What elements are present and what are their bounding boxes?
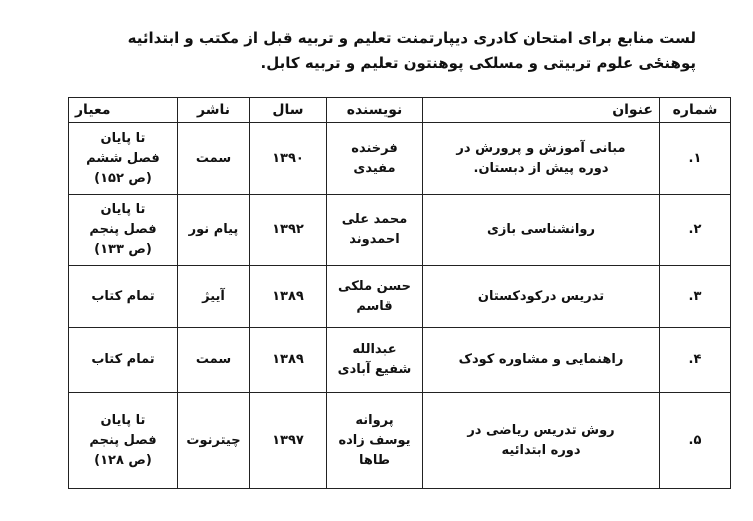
row-criterion [69,393,178,489]
row-year: ۱۳۹۷ [250,393,327,489]
row-number: ۵. [660,393,731,489]
row-author [327,328,423,393]
row-criterion-line: تا پایان [100,130,146,146]
table-header-row [69,98,731,123]
row-author-line: حسن ملکی [338,278,411,294]
header-publisher: ناشر [178,98,250,123]
row-author-line: شفیع آبادی [337,362,412,377]
row-publisher: چیترنوت [178,393,250,489]
row-criterion-line: (ص ۱۳۳) [94,242,152,257]
row-author-line: مفیدی [353,160,396,176]
row-year: ۱۳۹۲ [250,195,327,266]
row-title [423,195,660,266]
row-author-line: محمد علی [341,212,408,227]
row-number: ۱. [660,123,731,195]
row-criterion-line: تمام کتاب [91,352,155,367]
table-row [69,328,731,393]
table-row [69,393,731,489]
row-criterion-line: (ص ۱۲۸) [94,452,152,468]
row-title [423,123,660,195]
row-author [327,393,423,489]
row-criterion-line: (ص ۱۵۲) [94,170,152,186]
row-criterion [69,195,178,266]
row-number: ۴. [660,328,731,393]
document-heading [60,26,696,76]
row-criterion-line: تا پایان [100,412,146,428]
row-criterion-line: فصل پنجم [89,222,157,237]
heading-line-2: پوهنځی علوم تربیتی و مسلکی پوهنتون تعلیم و تربیه کابل. [260,54,696,72]
header-author: نویسنده [327,98,423,123]
row-criterion-line: فصل پنجم [89,432,157,448]
row-criterion [69,123,178,195]
row-author-line: یوسف زاده [338,432,411,448]
row-year: ۱۳۹۰ [250,123,327,195]
row-title-line: راهنمایی و مشاوره کودک [458,352,624,367]
row-author-line: قاسم [356,298,393,314]
header-title: عنوان [423,98,660,123]
table-row [69,195,731,266]
row-title-line: تدریس درکودکستان [477,288,605,304]
row-author [327,195,423,266]
row-criterion [69,266,178,328]
row-author-line: طاها [358,452,391,468]
row-title [423,266,660,328]
row-number: ۳. [660,266,731,328]
row-author-line: پروانه [355,412,394,428]
row-criterion [69,328,178,393]
row-author [327,266,423,328]
row-title-line: روش تدریس ریاضی در [467,422,615,438]
row-author-line: احمدوند [349,232,400,247]
header-criterion: معیار [69,98,178,123]
row-title-line: دوره ابتدائیه [501,442,581,458]
table-row [69,123,731,195]
table-body [69,123,731,489]
row-title [423,393,660,489]
row-title-line: مبانی آموزش و پرورش در [456,140,626,156]
table-row [69,266,731,328]
row-publisher: سمت [178,328,250,393]
heading-line-1: لست منابع برای امتحان کادری دیپارتمنت تعلیم و تربیه قبل از مکتب و ابتدائیه [127,29,696,47]
row-author-line: فرخنده [351,140,398,156]
row-title-line: روانشناسی بازی [487,222,595,237]
row-publisher: سمت [178,123,250,195]
row-criterion-line: فصل ششم [86,150,160,166]
sources-table [68,97,731,489]
row-author [327,123,423,195]
row-criterion-line: تمام کتاب [91,288,155,304]
row-year: ۱۳۸۹ [250,328,327,393]
row-author-line: عبدالله [352,342,397,357]
row-year: ۱۳۸۹ [250,266,327,328]
row-title [423,328,660,393]
row-title-line: دوره پیش از دبستان. [473,160,609,176]
header-year: سال [250,98,327,123]
header-number: شماره [660,98,731,123]
row-publisher: آییژ [178,266,250,328]
row-publisher: پیام نور [178,195,250,266]
row-number: ۲. [660,195,731,266]
row-criterion-line: تا پایان [100,202,146,217]
